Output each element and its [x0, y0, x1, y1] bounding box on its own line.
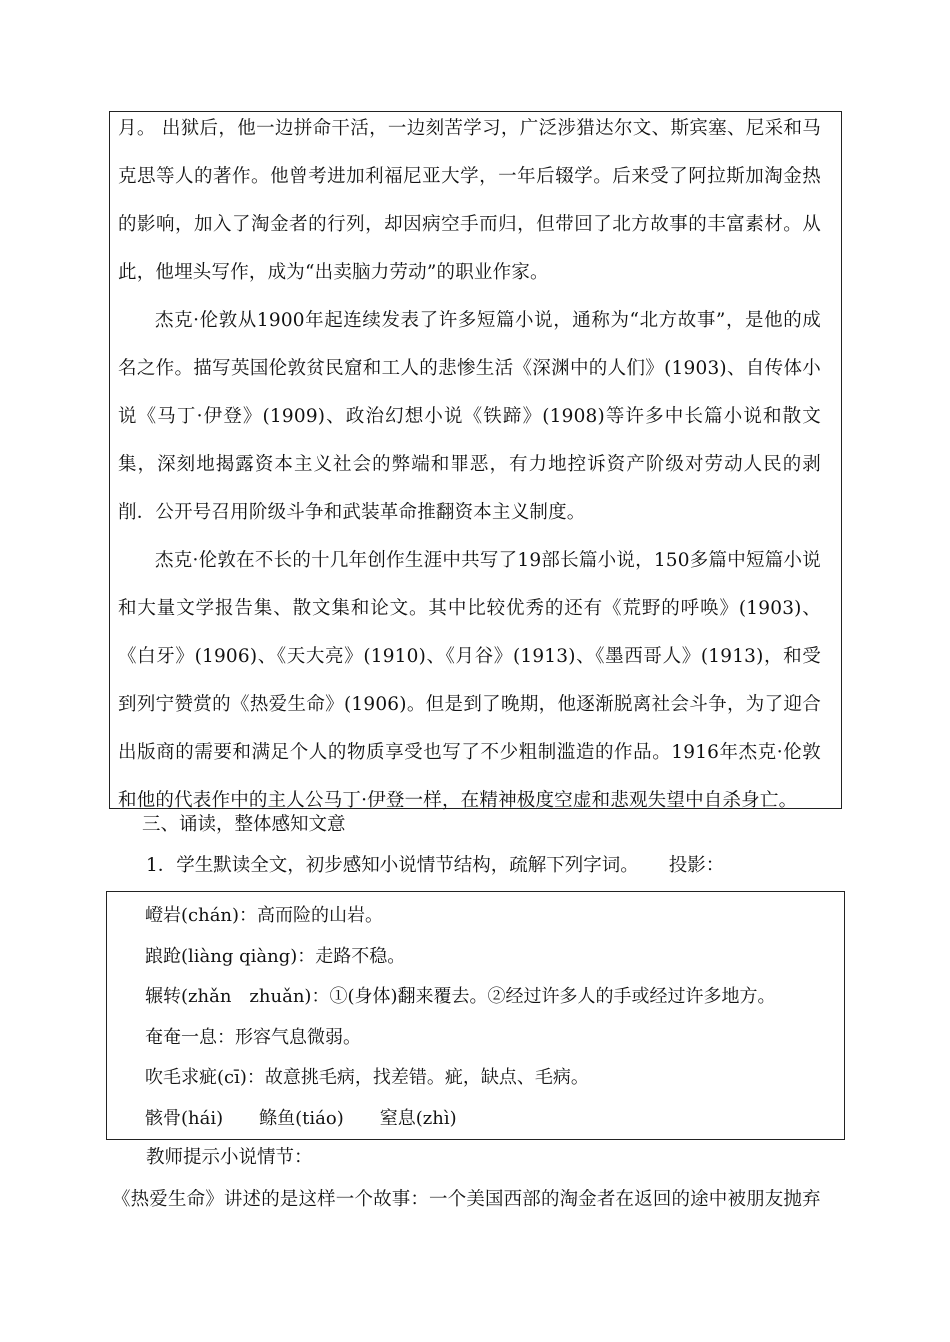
vocab-item: 奄奄一息：形容气息微弱。 — [145, 1026, 361, 1048]
teacher-hint: 教师提示小说情节： — [146, 1147, 313, 1168]
vocab-item: 鲦鱼(tiáo) — [259, 1107, 344, 1129]
task-suffix: 投影： — [668, 855, 725, 876]
task-instruction — [146, 851, 724, 881]
vocab-last-line — [145, 1099, 826, 1140]
bio-paragraph-1: 月。 出狱后，他一边拼命干活，一边刻苦学习，广泛涉猎达尔文、斯宾塞、尼采和马克思等人的著作。他曾考进加利福尼亚大学，一年后辍学。后来受了阿拉斯加淘金热的影响，加入了淘金者的行列，却因病空手而归，但带回了北方故事的丰富素材。从此，他埋头写作，成为“出卖脑力劳动”的职业作家。 — [118, 118, 821, 283]
vocab-item: 辗转(zhǎn zhuǎn)：①(身体)翻来覆去。②经过许多人的手或经过许多地方。 — [145, 986, 776, 1007]
bio-paragraph-2: 杰克·伦敦从1900年起连续发表了许多短篇小说，通称为“北方故事”，是他的成名之作。描写英国伦敦贫民窟和工人的悲惨生活《深渊中的人们》(1903)、自传体小说《马丁·伊登》(1909)、政治幻想小说《铁蹄》(1908)等许多中长篇小说和散文集，深刻地揭露资本主义社会的弊端和罪恶，有力地控诉资产阶级对劳动人民的剥削．公开号召用阶级斗争和武装革命推翻资本主义制度。 — [118, 310, 821, 523]
task-text: 1．学生默读全文，初步感知小说情节结构，疏解下列字词。 — [146, 855, 639, 876]
story-summary-line: 《热爱生命》讲述的是这样一个故事：一个美国西部的淘金者在返回的途中被朋友抛弃 — [112, 1189, 821, 1210]
vocab-item: 骸骨(hái) — [145, 1107, 224, 1129]
vocab-item: 踉跄(liàng qiàng)：走路不稳。 — [145, 945, 406, 967]
section-heading: 三、诵读，整体感知文意 — [142, 814, 346, 835]
bio-paragraph-3: 杰克·伦敦在不长的十几年创作生涯中共写了19部长篇小说，150多篇中短篇小说和大量文学报告集、散文集和论文。其中比较优秀的还有《荒野的呼唤》(1903)、《白牙》(1906)、《天大亮》(1910)、《月谷》(1913)、《墨西哥人》(1913)，和受到列宁赞赏的《热爱生命》(1906)。但是到了晚期，他逐渐脱离社会斗争，为了迎合出版商的需要和满足个人的物质享受也写了不少粗制滥造的作品。1916年杰克·伦敦和他的代表作中的主人公马丁·伊登一样，在精神极度空虚和悲观失望中自杀身亡。 — [118, 550, 821, 811]
vocab-item: 嶝岩(chán)：高而险的山岩。 — [145, 905, 384, 926]
vocabulary-box — [106, 891, 845, 1140]
vocab-item: 吹毛求疵(cī)：故意挑毛病，找差错。疵，缺点、毛病。 — [145, 1067, 589, 1088]
vocab-item: 窒息(zhì) — [379, 1107, 457, 1129]
author-bio-box — [109, 111, 842, 809]
